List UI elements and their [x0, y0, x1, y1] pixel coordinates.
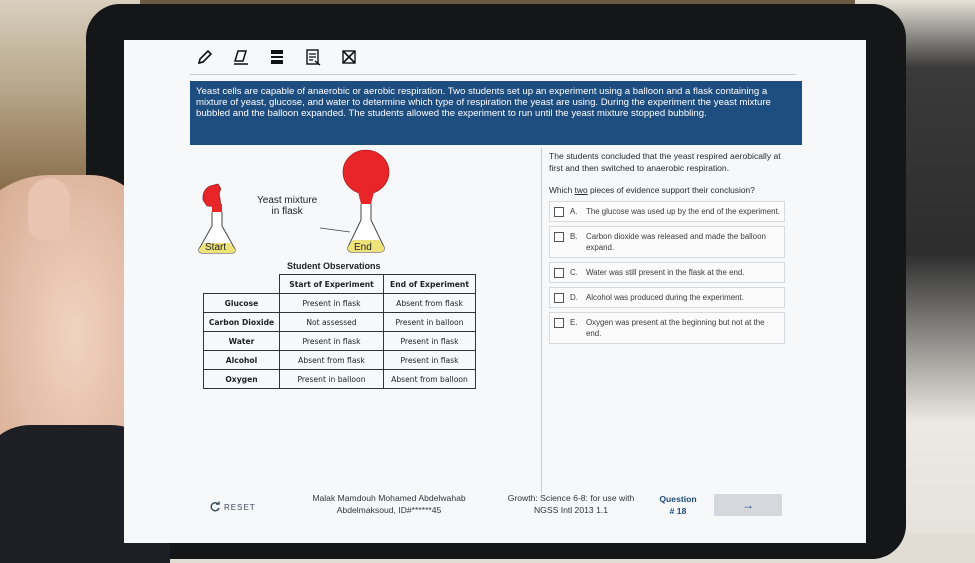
answer-option-d[interactable] — [549, 287, 785, 308]
answer-option-e[interactable] — [549, 312, 785, 344]
checkbox[interactable] — [554, 207, 564, 217]
table-header-row — [204, 275, 476, 294]
pencil-icon[interactable] — [194, 46, 216, 68]
table-row — [204, 313, 476, 332]
option-text: Oxygen was present at the beginning but not at the end. — [586, 317, 765, 338]
stem-emphasis: two — [574, 184, 588, 195]
end-cell: Present in flask — [384, 351, 476, 370]
end-cell: Present in flask — [384, 332, 476, 351]
row-label: Glucose — [204, 294, 280, 313]
option-text: Carbon dioxide was released and made the balloon expand. — [586, 231, 766, 252]
next-button[interactable] — [714, 494, 782, 516]
checkbox[interactable] — [554, 318, 564, 328]
tool-bar — [194, 46, 360, 68]
end-cell: Present in balloon — [384, 313, 476, 332]
arrow-right-icon: → — [742, 498, 754, 512]
reset-label: RESET — [224, 502, 256, 512]
table-row — [204, 351, 476, 370]
reset-button[interactable] — [209, 501, 256, 513]
end-label: End — [354, 242, 372, 253]
start-cell: Not assessed — [280, 313, 384, 332]
student-name: Malak Mamdouh Mohamed Abdelwahab — [312, 493, 466, 503]
start-cell: Present in balloon — [280, 370, 384, 389]
stem-prefix: Which — [549, 184, 575, 195]
thumb — [28, 178, 70, 240]
end-balloon — [343, 150, 389, 194]
eraser-icon[interactable] — [230, 46, 252, 68]
start-cell: Absent from flask — [280, 351, 384, 370]
conclusion-text: The students concluded that the yeast respired aerobically at first and then switched to anaerobic respiration. — [549, 151, 781, 174]
panel-divider — [541, 148, 542, 493]
row-label: Alcohol — [204, 351, 280, 370]
reset-icon — [209, 501, 221, 513]
option-text: Alcohol was produced during the experiment. — [586, 292, 744, 302]
footer-bar — [124, 488, 866, 528]
end-cell: Absent from balloon — [384, 370, 476, 389]
table-row — [204, 332, 476, 351]
observations-table — [203, 274, 476, 389]
answer-option-c[interactable] — [549, 262, 785, 283]
question-number — [648, 494, 708, 517]
checkbox[interactable] — [554, 268, 564, 278]
course-info — [496, 493, 646, 516]
mixture-pointer-line — [320, 228, 350, 232]
mixture-label: Yeast mixture in flask — [257, 195, 318, 217]
student-info — [294, 493, 484, 516]
row-label: Water — [204, 332, 280, 351]
column-header-end: End of Experiment — [384, 275, 476, 294]
row-label: Carbon Dioxide — [204, 313, 280, 332]
test-screen — [124, 40, 866, 543]
start-balloon-neck — [212, 204, 222, 212]
course-standard: NGSS Intl 2013 1.1 — [533, 504, 609, 515]
line-reader-icon[interactable] — [266, 46, 288, 68]
option-letter: A. — [570, 206, 578, 216]
stimulus-panel — [190, 146, 540, 486]
column-header-start: Start of Experiment — [280, 275, 384, 294]
checkbox[interactable] — [554, 232, 564, 242]
table-row — [204, 294, 476, 313]
answer-option-a[interactable] — [549, 201, 785, 222]
option-text: Water was still present in the flask at the end. — [586, 267, 745, 277]
start-balloon — [203, 184, 221, 207]
row-label: Oxygen — [204, 370, 280, 389]
table-corner — [204, 275, 280, 294]
notepad-icon[interactable] — [302, 46, 324, 68]
option-letter: E. — [570, 317, 578, 327]
stem-suffix: pieces of evidence support their conclusion? — [587, 184, 755, 195]
question-label: Question — [659, 494, 697, 504]
start-cell: Present in flask — [280, 332, 384, 351]
start-label: Start — [205, 242, 227, 253]
answer-panel — [549, 150, 785, 348]
start-cell: Present in flask — [280, 294, 384, 313]
checkbox[interactable] — [554, 293, 564, 303]
answer-options — [549, 201, 785, 344]
option-letter: C. — [570, 267, 578, 277]
course-title: Growth: Science 6-8: for use with — [507, 493, 635, 503]
table-title: Student Observations — [287, 261, 381, 271]
question-stem — [549, 185, 785, 195]
option-letter: B. — [570, 231, 578, 241]
answer-eliminator-icon[interactable] — [338, 46, 360, 68]
end-cell: Absent from flask — [384, 294, 476, 313]
option-letter: D. — [570, 292, 578, 302]
question-number-value: # 18 — [669, 505, 687, 516]
answer-option-b[interactable] — [549, 226, 785, 258]
question-prompt: Yeast cells are capable of anaerobic or aerobic respiration. Two students set up an experiment using a balloon and a flask containing a mixture of yeast, glucose, and water to determine which type of respiration the yeast are using. During the experiment the yeast mixture bubbled and the balloon expanded. The students allowed the experiment to run until the yeast mixture stopped bubbling. — [190, 81, 802, 145]
end-balloon-neck — [358, 192, 374, 204]
option-text: The glucose was used up by the end of the experiment. — [586, 206, 780, 216]
toolbar-divider — [190, 74, 796, 75]
end-flask — [343, 150, 389, 252]
student-id: Abdelmaksoud, ID#******45 — [336, 504, 442, 515]
table-row — [204, 370, 476, 389]
